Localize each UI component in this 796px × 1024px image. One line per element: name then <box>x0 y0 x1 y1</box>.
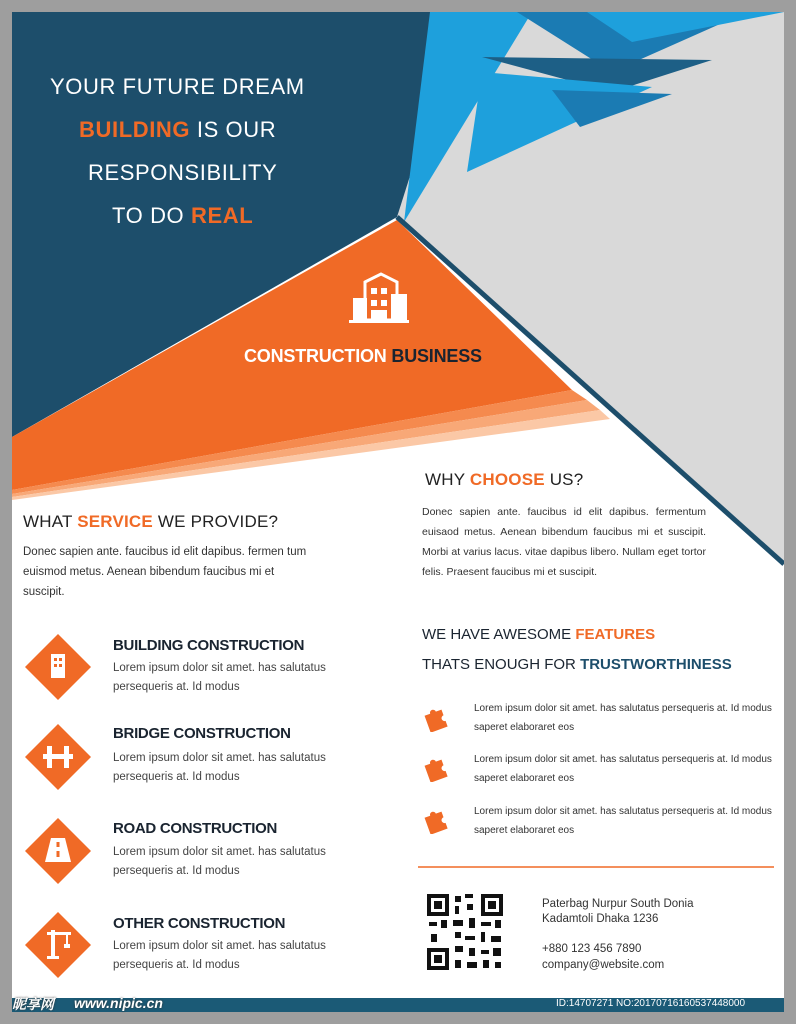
trustworthiness-highlight: TRUSTWORTHINESS <box>580 656 732 673</box>
services-heading-start: WHAT <box>23 512 78 531</box>
services-heading <box>23 512 278 532</box>
features-heading-1 <box>422 626 655 643</box>
service-desc-bridge: Lorem ipsum dolor sit amet. has salutatus persequeris at. Id modus <box>113 752 326 783</box>
contact-address-2: Kadamtoli Dhaka 1236 <box>542 913 659 925</box>
features-heading-1-start: WE HAVE AWESOME <box>422 626 576 643</box>
why-text: Donec sapien ante. faucibus id elit dapibus. fermentum euisaod metus. Aenean bibendum faucibus mi et suscipit. Morbi at varius lacus. vitae dapibus libero. Nullam eget tortor felis. Praesent faucibus mi et suscipit. <box>422 506 706 578</box>
building-logo-icon <box>347 272 411 324</box>
contact-email: company@website.com <box>542 959 665 971</box>
hero-line-3: RESPONSIBILITY <box>88 160 278 185</box>
flyer-page <box>12 12 784 1012</box>
service-desc-building: Lorem ipsum dolor sit amet. has salutatus persequeris at. Id modus <box>113 662 326 693</box>
why-heading-highlight: CHOOSE <box>469 470 545 489</box>
bridge-icon <box>25 724 91 790</box>
crane-icon <box>25 912 91 978</box>
why-heading <box>425 470 583 490</box>
hero-line-2 <box>79 117 276 143</box>
hero-highlight-building: BUILDING <box>79 117 191 142</box>
services-intro: Donec sapien ante. faucibus id elit dapibus. fermen tum euismod metus. Aenean bibendum faucibus mi et suscipit. <box>23 546 307 598</box>
contact-phone: +880 123 456 7890 <box>542 943 642 955</box>
puzzle-icon <box>422 806 450 834</box>
hero-line-2-rest: IS OUR <box>190 117 277 142</box>
brand-word-construction: CONSTRUCTION <box>244 346 387 366</box>
services-heading-end: WE PROVIDE? <box>152 512 279 531</box>
feature-text-2: Lorem ipsum dolor sit amet. has salutatus persequeris at. Id modus saperet elaboraret eos <box>474 754 772 784</box>
service-title-road: ROAD CONSTRUCTION <box>113 820 278 837</box>
watermark-logo: 昵享网 <box>12 996 54 1012</box>
features-heading-2-start: THATS ENOUGH FOR <box>422 656 581 673</box>
why-heading-end: US? <box>544 470 584 489</box>
service-title-building: BUILDING CONSTRUCTION <box>113 637 305 654</box>
image-id-text: ID:14707271 NO:20170716160537448000 <box>556 998 746 1009</box>
puzzle-icon <box>422 754 450 782</box>
feature-text-1: Lorem ipsum dolor sit amet. has salutatus persequeris at. Id modus saperet elaboraret eos <box>474 703 772 733</box>
watermark-url: www.nipic.cn <box>74 995 163 1011</box>
why-heading-start: WHY <box>425 470 470 489</box>
brand-name <box>244 346 482 367</box>
hero-line-4-start: TO DO <box>112 203 191 228</box>
hero-line-1: YOUR FUTURE DREAM <box>50 74 305 99</box>
hero-highlight-real: REAL <box>190 203 254 228</box>
hero-line-4 <box>112 203 253 229</box>
building-icon <box>25 634 91 700</box>
contact-address-1: Paterbag Nurpur South Donia <box>542 898 694 910</box>
road-icon <box>25 818 91 884</box>
service-title-other: OTHER CONSTRUCTION <box>113 915 286 932</box>
qr-code <box>425 892 505 972</box>
feature-text-3: Lorem ipsum dolor sit amet. has salutatus persequeris at. Id modus saperet elaboraret eos <box>474 806 772 836</box>
puzzle-icon <box>422 704 450 732</box>
brand-word-business: BUSINESS <box>386 346 482 366</box>
service-desc-other: Lorem ipsum dolor sit amet. has salutatus persequeris at. Id modus <box>113 940 326 971</box>
service-title-bridge: BRIDGE CONSTRUCTION <box>113 725 291 742</box>
features-heading-2 <box>422 656 732 673</box>
service-desc-road: Lorem ipsum dolor sit amet. has salutatus persequeris at. Id modus <box>113 846 326 877</box>
services-heading-highlight: SERVICE <box>77 512 153 531</box>
features-highlight: FEATURES <box>575 626 656 643</box>
